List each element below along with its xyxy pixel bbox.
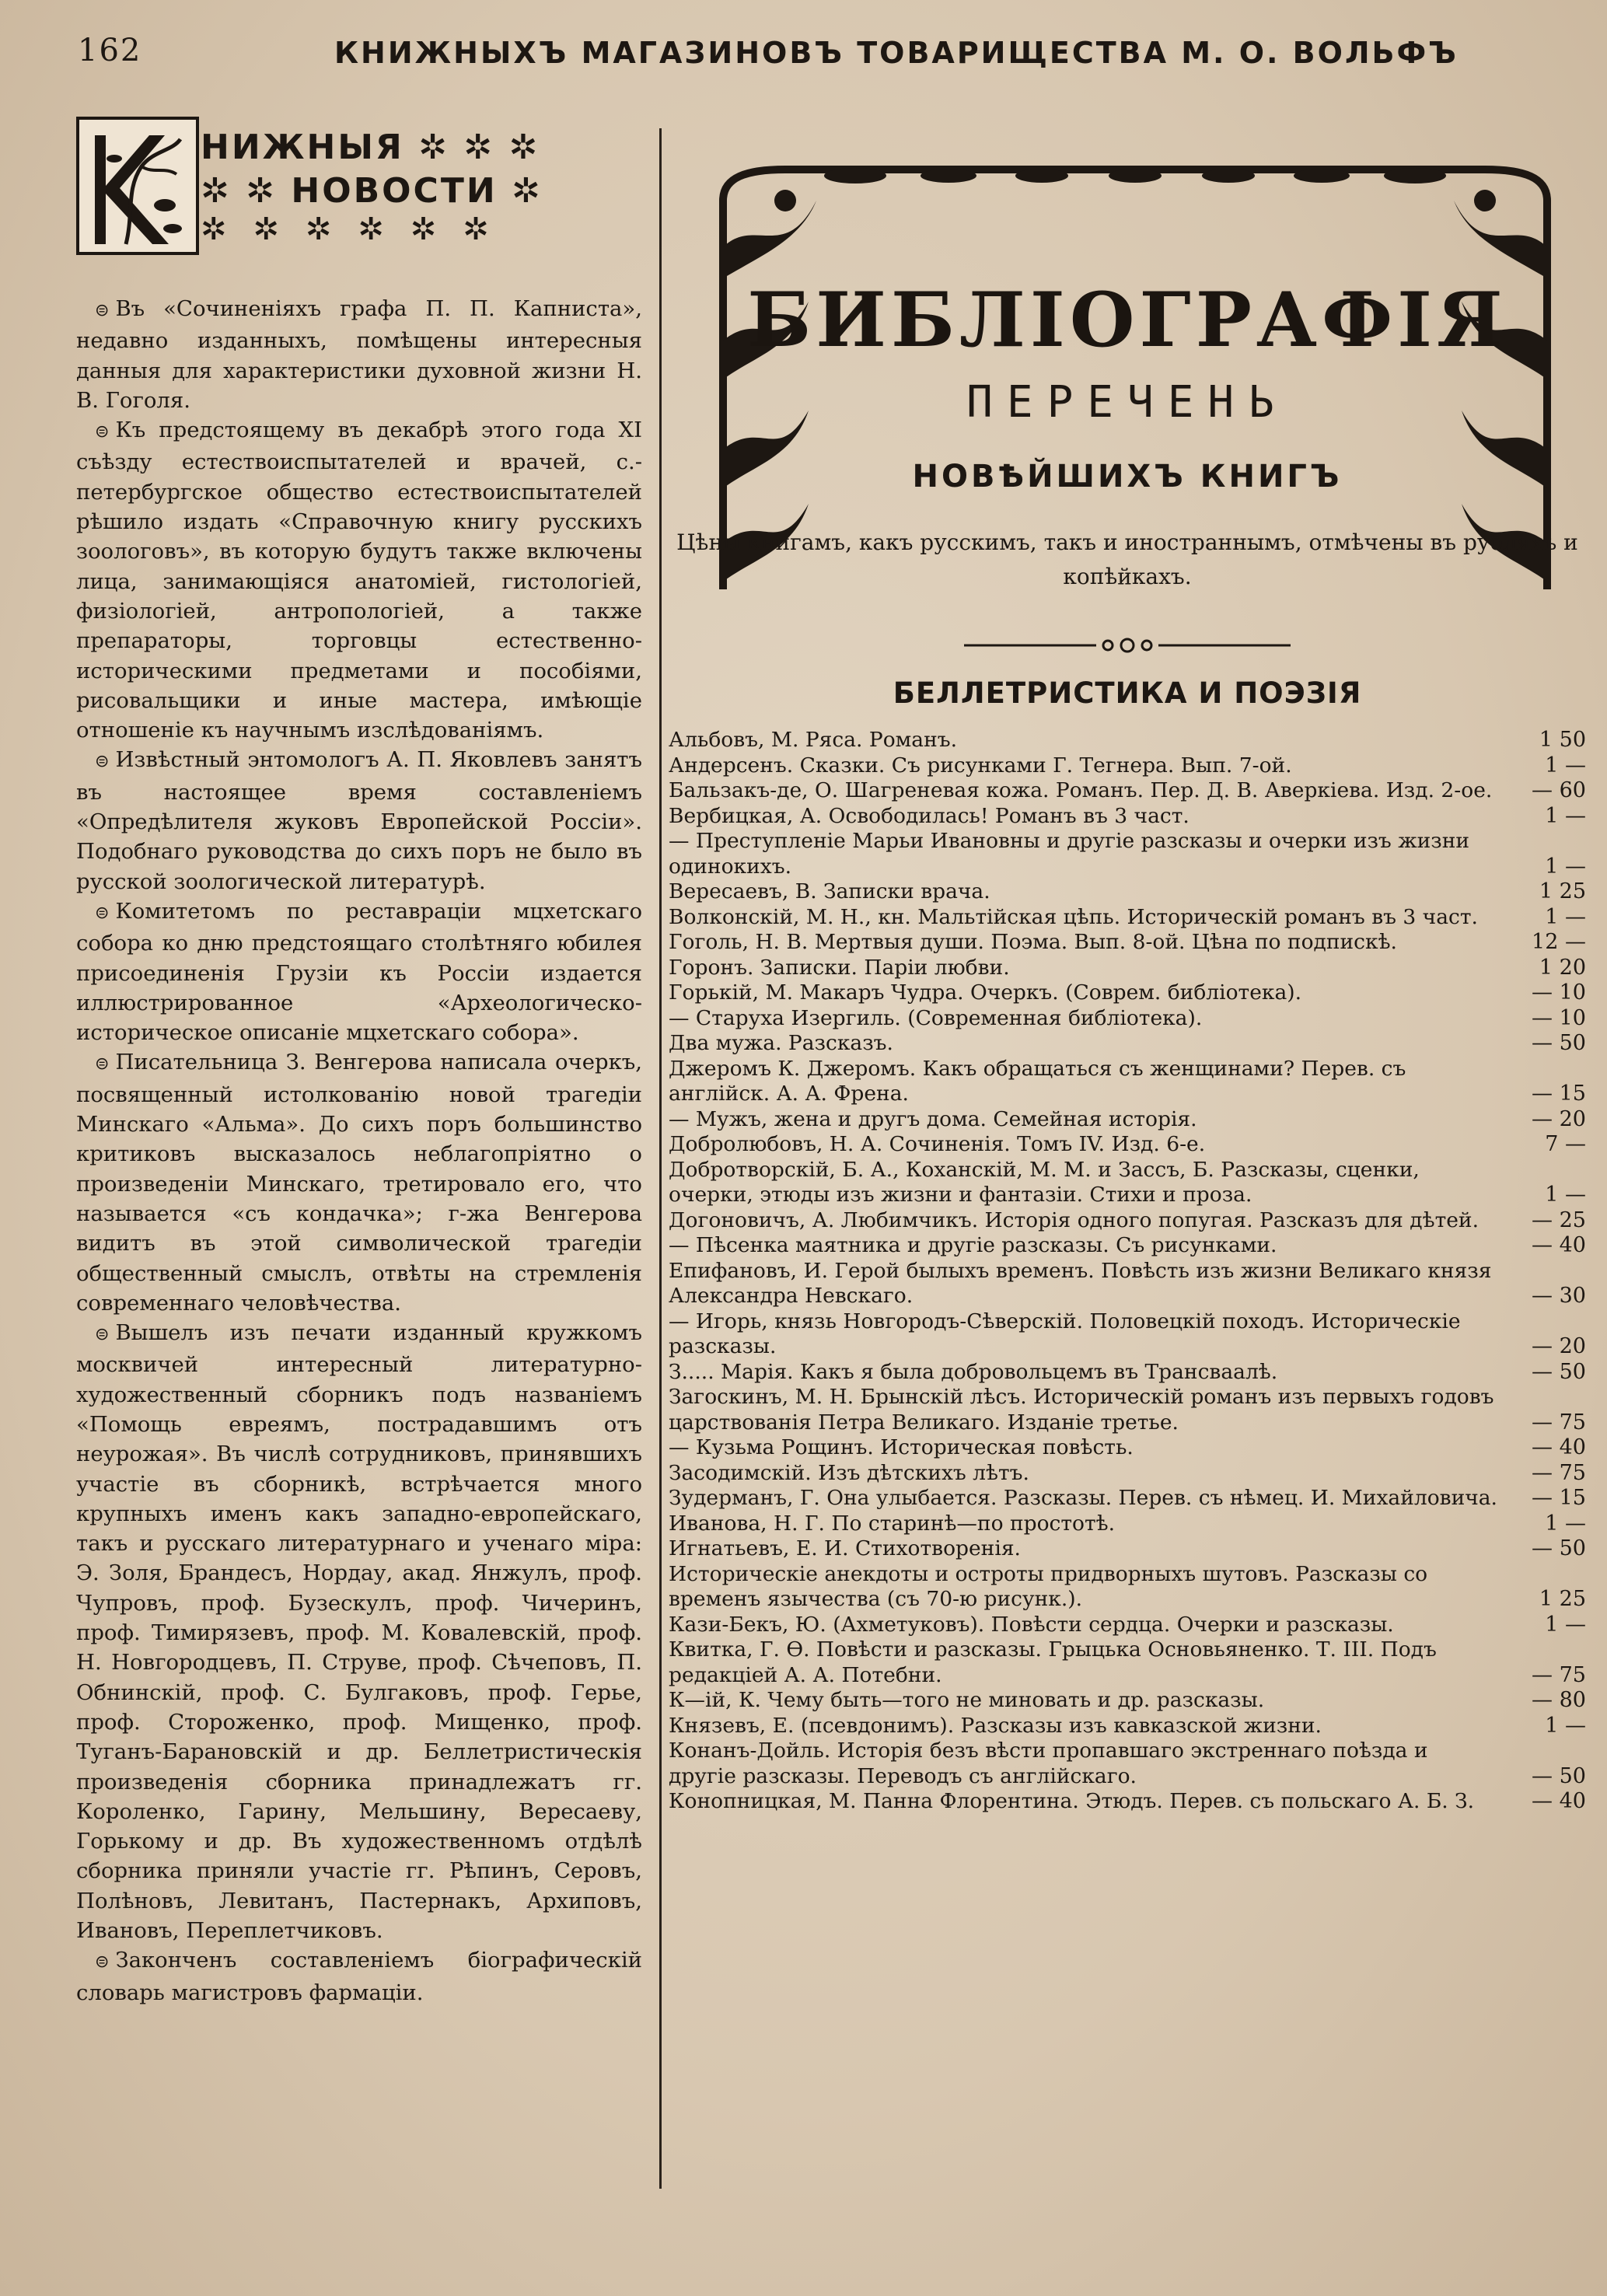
book-price: — 60 bbox=[1532, 778, 1586, 802]
book-title: Гоголь, Н. В. Мертвыя души. Поэма. Вып. 8-ой. Цѣна по подпискѣ. bbox=[669, 930, 1397, 954]
news-heading bbox=[76, 117, 642, 272]
list-subtitle: ПЕРЕЧЕНЬ bbox=[966, 377, 1288, 428]
book-price: 1 — bbox=[1545, 753, 1586, 778]
book-title: Вербицкая, А. Освободилась! Романъ въ 3 част. bbox=[669, 803, 1190, 828]
book-entry bbox=[669, 956, 1586, 981]
book-title: Игнатьевъ, Е. И. Стихотворенія. bbox=[669, 1536, 1021, 1560]
news-item: ⊜ Комитетомъ по реставраціи мцхетскаго собора ко дню предстоящаго столѣтняго юбилея присоединенія Грузіи къ Россіи издается иллюстрированное «Археологическо-историческое описаніе мцхетскаго собора». bbox=[76, 898, 642, 1046]
book-title: Епифановъ, И. Герой былыхъ временъ. Повѣсть изъ жизни Великаго князя Александра Невскаго. bbox=[669, 1258, 1492, 1308]
bibliography-title: БИБЛІОГРАФІЯ bbox=[747, 276, 1507, 364]
book-price: — 25 bbox=[1532, 1207, 1586, 1232]
book-price: — 80 bbox=[1532, 1688, 1586, 1712]
book-price: 12 — bbox=[1532, 930, 1586, 954]
bullet-icon: ⊜ bbox=[95, 422, 110, 442]
news-heading-line1: НИЖНЫЯ ✲ ✲ ✲ bbox=[201, 128, 540, 167]
book-entry bbox=[669, 1739, 1586, 1789]
book-title: Джеромъ К. Джеромъ. Какъ обращаться съ женщинами? Перев. съ англійск. А. А. Френа. bbox=[669, 1056, 1406, 1106]
running-head-title: КНИЖНЫХЪ МАГАЗИНОВЪ ТОВАРИЩЕСТВА М. О. ВОЛЬФЪ bbox=[334, 36, 1459, 70]
book-title: — Пѣсенка маятника и другіе разсказы. Съ рисунками. bbox=[669, 1233, 1277, 1257]
book-entry bbox=[669, 728, 1586, 753]
book-price: 1 25 bbox=[1539, 879, 1586, 903]
news-item: ⊜ Писательница З. Венгерова написала очеркъ, посвященный истолкованію новой трагедіи Минскаго «Альма». До сихъ поръ большинство критиковъ высказалось неблагопріятно о произведеніи Минскаго, третировало его, что называется «съ кондачка»; г-жа Венгерова видитъ въ этой символической трагедіи общественный смыслъ, отвѣты на стремленія современнаго человѣчества. bbox=[76, 1050, 642, 1316]
book-title: Загоскинъ, М. Н. Брынскій лѣсъ. Историческій романъ изъ первыхъ годовъ царствованія Петра Великаго. Изданіе третье. bbox=[669, 1385, 1494, 1435]
book-entry bbox=[669, 1006, 1586, 1032]
book-entry bbox=[669, 778, 1586, 804]
news-item: ⊜ Законченъ составленіемъ біографическій словарь магистровъ фармаціи. bbox=[76, 1948, 642, 2005]
book-entry bbox=[669, 1562, 1586, 1613]
book-entry bbox=[669, 1511, 1586, 1537]
book-price: 1 25 bbox=[1539, 1587, 1586, 1611]
book-price: 1 20 bbox=[1539, 955, 1586, 980]
book-entry bbox=[669, 930, 1586, 956]
bullet-icon: ⊜ bbox=[95, 301, 110, 320]
book-price: 1 — bbox=[1545, 854, 1586, 879]
book-price: — 20 bbox=[1532, 1334, 1586, 1358]
book-price: — 30 bbox=[1532, 1284, 1586, 1308]
book-title: — Старуха Изергиль. (Современная библіотека). bbox=[669, 1005, 1203, 1030]
prices-note: Цѣны книгамъ, какъ русскимъ, такъ и иностраннымъ, отмѣчены въ рубляхъ и копѣйкахъ. bbox=[676, 529, 1578, 589]
running-head bbox=[78, 33, 1570, 79]
book-entry bbox=[669, 980, 1586, 1006]
bullet-icon: ⊜ bbox=[95, 903, 110, 923]
book-title: Засодимскій. Изъ дѣтскихъ лѣтъ. bbox=[669, 1460, 1029, 1485]
book-title: Кази-Бекъ, Ю. (Ахметуковъ). Повѣсти сердца. Очерки и разсказы. bbox=[669, 1612, 1394, 1637]
book-entry bbox=[669, 1158, 1586, 1208]
book-title: Горонъ. Записки. Паріи любви. bbox=[669, 955, 1010, 980]
news-item: ⊜ Вышелъ изъ печати изданный кружкомъ москвичей интересный литературно-художественный сборникъ подъ названіемъ «Помощь евреямъ, пострадавшимъ отъ неурожая». Въ числѣ сотрудниковъ, принявшихъ участіе въ сборникѣ, встрѣчается много крупныхъ именъ какъ западно-европейскаго, такъ и русскаго литературнаго и ученаго міра: Э. Золя, Брандесъ, Нордау, акад. Янжулъ, проф. Чупровъ, проф. Бузескулъ, проф. Чичеринъ, проф. Тимирязевъ, проф. М. Ковалевскій, проф. Н. Новгородцевъ, П. Струве, проф. Сѣчеповъ, П. Обнинскій, проф. С. Булгаковъ, проф. Герье, проф. Стороженко, проф. Мищенко, проф. Туганъ-Барановскій и др. Беллетристическія произведенія сборника принадлежатъ гг. Короленко, Гарину, Мельшину, Вересаеву, Горькому и др. Въ художественномъ отдѣлѣ сборника приняли участіе гг. Рѣпинъ, Серовъ, Полѣновъ, Левитанъ, Пастернакъ, Архиповъ, Ивановъ, Переплетчиковъ. bbox=[76, 1320, 642, 1944]
news-item: ⊜ Къ предстоящему въ декабрѣ этого года XI съѣзду естествоиспытателей и врачей, с.-петербургское общество естествоиспытателей рѣшило издать «Справочную книгу русскихъ зоологовъ», въ которую будутъ также включены лица, занимающіяся анатоміей, гистологіей, физіологіей, антропологіей, а также препараторы, торговцы естественно-историческими предметами и пособіями, рисовальщики и иные мастера, имѣющіе отношеніе къ научнымъ изслѣдованіямъ. bbox=[76, 418, 642, 743]
book-entry bbox=[669, 1385, 1586, 1435]
book-price: — 15 bbox=[1532, 1082, 1586, 1106]
page-number: 162 bbox=[78, 33, 142, 68]
book-price: — 10 bbox=[1532, 980, 1586, 1005]
book-entry bbox=[669, 1360, 1586, 1386]
book-price: — 40 bbox=[1532, 1435, 1586, 1459]
book-title: К—ій, К. Чему быть—того не миновать и др. разсказы. bbox=[669, 1688, 1265, 1712]
book-title: — Преступленіе Марьи Ивановны и другіе разсказы и очерки изъ жизни одинокихъ. bbox=[669, 829, 1470, 879]
book-price: — 50 bbox=[1532, 1763, 1586, 1788]
section-heading: БЕЛЛЕТРИСТИКА И ПОЭЗІЯ bbox=[893, 676, 1362, 710]
book-entry bbox=[669, 879, 1586, 905]
book-title: Догоновичъ, А. Любимчикъ. Исторія одного попугая. Разсказъ для дѣтей. bbox=[669, 1207, 1479, 1232]
book-price: — 50 bbox=[1532, 1536, 1586, 1560]
book-entry bbox=[669, 804, 1586, 830]
book-entry bbox=[669, 1208, 1586, 1234]
book-title: Зудерманъ, Г. Она улыбается. Разсказы. Перев. съ нѣмец. И. Михайловича. bbox=[669, 1486, 1497, 1510]
news-heading-line3: ✲ ✲ ✲ ✲ ✲ ✲ bbox=[201, 211, 497, 247]
list-subtitle-newest: НОВѢЙШИХЪ КНИГЪ bbox=[912, 459, 1343, 494]
book-title: Конанъ-Дойль. Исторія безъ вѣсти пропавшаго экстреннаго поѣзда и другіе разсказы. Переводъ съ англійскаго. bbox=[669, 1739, 1428, 1788]
book-entry bbox=[669, 1486, 1586, 1511]
book-title: Горькій, М. Макаръ Чудра. Очеркъ. (Соврем. библіотека). bbox=[669, 980, 1302, 1005]
book-entry bbox=[669, 753, 1586, 779]
book-entry bbox=[669, 1259, 1586, 1309]
bullet-icon: ⊜ bbox=[95, 1325, 110, 1345]
book-title: Альбовъ, М. Ряса. Романъ. bbox=[669, 728, 958, 752]
book-entry bbox=[669, 1057, 1586, 1107]
book-price: 1 — bbox=[1545, 1511, 1586, 1536]
news-item: ⊜ Извѣстный энтомологъ А. П. Яковлевъ занятъ въ настоящее время составленіемъ «Опредѣлителя жуковъ Европейской Россіи». Подобнаго руководства до сихъ поръ не было въ русской зоологической литературѣ. bbox=[76, 747, 642, 894]
book-price: — 50 bbox=[1532, 1031, 1586, 1055]
book-entry bbox=[669, 1107, 1586, 1133]
book-title: — Мужъ, жена и другъ дома. Семейная исторія. bbox=[669, 1106, 1197, 1131]
book-price: — 40 bbox=[1532, 1233, 1586, 1257]
book-entry bbox=[669, 1309, 1586, 1360]
bullet-icon: ⊜ bbox=[95, 752, 110, 772]
book-price: 7 — bbox=[1545, 1132, 1586, 1156]
book-title: Добротворскій, Б. А., Коханскій, М. М. и Зассъ, Б. Разсказы, сценки, очерки, этюды изъ жизни и фантазіи. Стихи и проза. bbox=[669, 1157, 1420, 1207]
book-price: — 75 bbox=[1532, 1460, 1586, 1485]
book-title: — Кузьма Рощинъ. Историческая повѣсть. bbox=[669, 1435, 1134, 1459]
book-title: Два мужа. Разсказъ. bbox=[669, 1031, 893, 1055]
book-title: Иванова, Н. Г. По старинѣ—по простотѣ. bbox=[669, 1511, 1116, 1536]
book-entry bbox=[669, 1132, 1586, 1158]
book-price: 1 — bbox=[1545, 803, 1586, 828]
book-title: Бальзакъ-де, О. Шагреневая кожа. Романъ. Пер. Д. В. Аверкіева. Изд. 2-ое. bbox=[669, 778, 1493, 802]
book-title: Конопницкая, М. Панна Флорентина. Этюдъ. Перев. съ польскаго А. Б. З. bbox=[669, 1789, 1475, 1813]
book-title: Волконскій, М. Н., кн. Мальтійская цѣпь. Историческій романъ въ 3 част. bbox=[669, 904, 1478, 929]
book-price: 1 — bbox=[1545, 1612, 1586, 1637]
book-price: 1 — bbox=[1545, 1183, 1586, 1207]
book-entry bbox=[669, 1688, 1586, 1714]
book-price: 1 — bbox=[1545, 904, 1586, 929]
book-list bbox=[669, 728, 1586, 1815]
book-entry bbox=[669, 1613, 1586, 1638]
book-title: Князевъ, Е. (псевдонимъ). Разсказы изъ кавказской жизни. bbox=[669, 1713, 1322, 1738]
book-entry bbox=[669, 1536, 1586, 1562]
book-price: — 10 bbox=[1532, 1005, 1586, 1030]
book-entry bbox=[669, 829, 1586, 879]
news-column bbox=[76, 117, 642, 2005]
book-price: — 40 bbox=[1532, 1789, 1586, 1813]
book-price: 1 50 bbox=[1539, 728, 1586, 752]
book-entry bbox=[669, 905, 1586, 931]
book-title: Андерсенъ. Сказки. Съ рисунками Г. Тегнера. Вып. 7-ой. bbox=[669, 753, 1292, 778]
book-price: — 75 bbox=[1532, 1662, 1586, 1687]
book-entry bbox=[669, 1637, 1586, 1688]
book-price: 1 — bbox=[1545, 1713, 1586, 1738]
book-title: З..... Марія. Какъ я была добровольцемъ въ Трансваалѣ. bbox=[669, 1359, 1278, 1384]
column-rule bbox=[659, 128, 662, 2189]
book-entry bbox=[669, 1789, 1586, 1815]
book-title: Добролюбовъ, Н. А. Сочиненія. Томъ IV. Изд. 6-е. bbox=[669, 1132, 1206, 1156]
book-entry bbox=[669, 1031, 1586, 1057]
book-price: — 20 bbox=[1532, 1106, 1586, 1131]
book-title: — Игорь, князь Новгородъ-Сѣверскій. Половецкій походъ. Историческіе разсказы. bbox=[669, 1309, 1461, 1358]
book-price: — 50 bbox=[1532, 1359, 1586, 1384]
bullet-icon: ⊜ bbox=[95, 1054, 110, 1075]
news-items bbox=[76, 294, 642, 2008]
book-entry bbox=[669, 1461, 1586, 1487]
book-entry bbox=[669, 1233, 1586, 1259]
news-heading-line2: ✲ ✲ НОВОСТИ ✲ bbox=[201, 171, 543, 211]
book-title: Квитка, Г. Ѳ. Повѣсти и разсказы. Грыцька Основьяненко. Т. III. Подъ редакціей А. А. Потебни. bbox=[669, 1637, 1437, 1687]
decorative-initial-k-icon bbox=[76, 117, 199, 255]
book-entry bbox=[669, 1714, 1586, 1739]
book-price: — 75 bbox=[1532, 1410, 1586, 1435]
book-price: — 15 bbox=[1532, 1486, 1586, 1510]
book-entry bbox=[669, 1435, 1586, 1461]
bullet-icon: ⊜ bbox=[95, 1952, 110, 1973]
book-title: Вересаевъ, В. Записки врача. bbox=[669, 879, 990, 903]
divider-ornament-icon bbox=[964, 634, 1291, 657]
news-item: ⊜ Въ «Сочиненіяхъ графа П. П. Капниста», недавно изданныхъ, помѣщены интересныя данныя для характеристики духовной жизни Н. В. Гоголя. bbox=[76, 296, 642, 413]
book-title: Историческіе анекдоты и остроты придворныхъ шутовъ. Разсказы со временъ язычества (съ 70-ю рисунк.). bbox=[669, 1561, 1428, 1611]
